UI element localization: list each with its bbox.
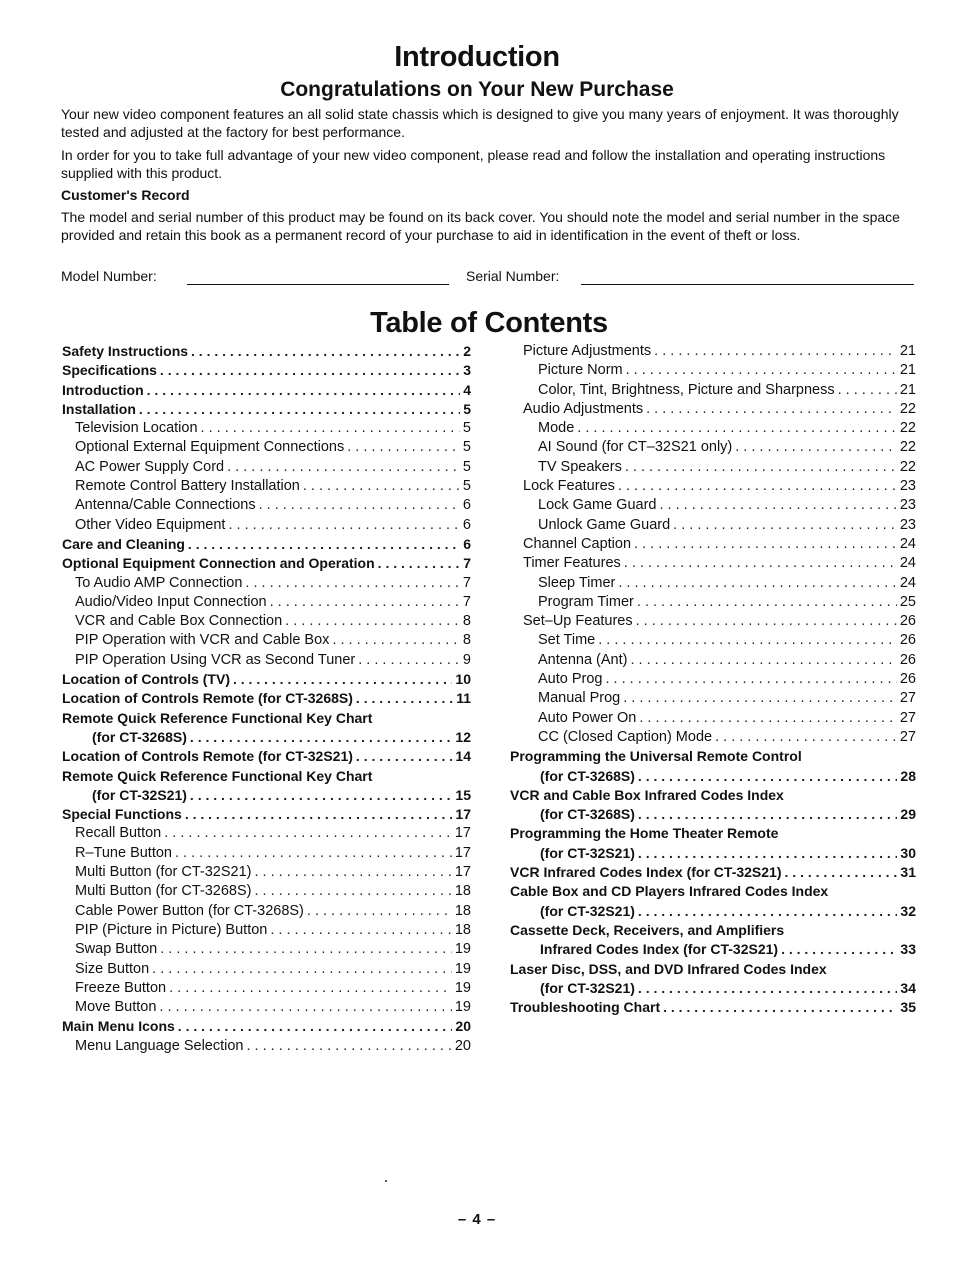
toc-entry <box>62 631 471 650</box>
toc-leader-dots <box>785 863 898 882</box>
toc-entry-page: 7 <box>463 555 471 572</box>
toc-entry <box>62 593 471 612</box>
toc-entry-title: R–Tune Button <box>75 844 172 861</box>
toc-entry-page: 25 <box>899 593 916 610</box>
toc-entry-title: Television Location <box>75 420 198 437</box>
toc-entry-page: 15 <box>455 786 471 803</box>
toc-entry <box>510 496 916 515</box>
toc-entry-title: Location of Controls (TV) <box>62 671 230 688</box>
toc-leader-dots <box>255 882 452 901</box>
toc-entry-title: Multi Button (for CT-32S21) <box>75 864 252 881</box>
toc-entry-title: Installation <box>62 400 136 417</box>
toc-entry <box>510 670 916 689</box>
toc-leader-dots <box>303 477 460 496</box>
toc-entry <box>62 342 471 361</box>
toc-leader-dots <box>654 342 897 361</box>
toc-leader-dots <box>630 651 896 670</box>
toc-entry-page: 21 <box>899 381 916 398</box>
toc-entry-title: PIP (Picture in Picture) Button <box>75 921 268 938</box>
toc-entry <box>510 767 916 786</box>
toc-leader-dots <box>307 902 452 921</box>
toc-entry-title: Unlock Game Guard <box>538 516 671 533</box>
toc-entry-page: 2 <box>463 343 471 359</box>
toc-entry <box>510 438 916 457</box>
toc-entry-page: 3 <box>463 362 471 379</box>
toc-entry-page: 18 <box>454 921 471 938</box>
toc-left-column <box>62 342 471 1056</box>
toc-entry-page: 23 <box>899 497 916 514</box>
toc-entry-page: 7 <box>462 593 471 610</box>
toc-entry <box>510 574 916 593</box>
toc-entry-title: Auto Power On <box>538 709 637 726</box>
toc-entry-title: Recall Button <box>75 825 162 842</box>
toc-entry-title: Audio Adjustments <box>523 400 644 417</box>
toc-leader-dots <box>577 419 897 438</box>
toc-entry-title: (for CT-32S21) <box>92 786 187 803</box>
toc-entry <box>62 709 471 728</box>
toc-entry-title: Size Button <box>75 960 150 977</box>
toc-leader-dots <box>178 1017 453 1036</box>
toc-entry-page: 20 <box>455 1018 471 1035</box>
toc-leader-dots <box>638 979 898 998</box>
toc-entry <box>62 921 471 940</box>
toc-entry-page: 9 <box>462 651 471 668</box>
toc-leader-dots <box>358 651 460 670</box>
page-number: – 4 – <box>457 1211 497 1228</box>
toc-entry <box>510 824 916 843</box>
intro-paragraph-2: In order for you to take full advantage of your new video component, please read and follow the installation and operating instructions supplied with this product. <box>61 147 886 181</box>
toc-entry <box>510 516 916 535</box>
toc-entry-page: 19 <box>454 979 471 996</box>
toc-entry-page: 5 <box>462 458 471 475</box>
toc-title: Table of Contents <box>370 307 608 339</box>
toc-entry <box>62 516 471 535</box>
toc-entry <box>510 458 916 477</box>
toc-leader-dots <box>191 342 460 361</box>
toc-entry <box>62 496 471 515</box>
toc-entry-page: 35 <box>900 999 916 1016</box>
toc-entry <box>510 728 916 747</box>
toc-entry <box>510 805 916 824</box>
toc-entry-title: Freeze Button <box>75 979 167 996</box>
toc-entry-title: Remote Control Battery Installation <box>75 478 300 495</box>
toc-entry-title: Move Button <box>75 999 157 1016</box>
toc-entry-title: Main Menu Icons <box>62 1018 175 1035</box>
toc-entry-page: 6 <box>462 497 471 514</box>
toc-entry-title: CC (Closed Caption) Mode <box>538 728 713 745</box>
toc-leader-dots <box>159 998 451 1017</box>
toc-entry <box>62 824 471 843</box>
toc-entry-title: Optional External Equipment Connections <box>75 439 345 456</box>
toc-entry <box>62 767 471 786</box>
toc-entry <box>510 554 916 573</box>
toc-leader-dots <box>673 516 897 535</box>
toc-entry <box>62 554 471 573</box>
toc-leader-dots <box>618 574 896 593</box>
toc-entry <box>62 535 471 554</box>
toc-entry-title: Specifications <box>62 362 157 379</box>
toc-entry-page: 26 <box>899 632 916 649</box>
toc-entry <box>510 631 916 650</box>
toc-entry <box>510 786 916 805</box>
toc-entry <box>62 979 471 998</box>
toc-leader-dots <box>638 805 898 824</box>
toc-entry-title: Multi Button (for CT-3268S) <box>75 883 252 900</box>
toc-leader-dots <box>625 458 897 477</box>
toc-entry-title: Menu Language Selection <box>75 1037 244 1054</box>
toc-entry-page: 14 <box>455 748 471 765</box>
print-speck <box>385 1180 387 1182</box>
toc-entry <box>510 612 916 631</box>
toc-entry-title: Set–Up Features <box>523 613 633 630</box>
toc-entry-title: TV Speakers <box>538 458 622 475</box>
toc-entry <box>62 361 471 380</box>
toc-entry-page: 32 <box>900 902 916 919</box>
toc-entry-title: Care and Cleaning <box>62 535 185 552</box>
toc-leader-dots <box>356 689 453 708</box>
toc-entry-title: PIP Operation Using VCR as Second Tuner <box>75 651 356 668</box>
toc-leader-dots <box>659 496 896 515</box>
toc-leader-dots <box>152 960 452 979</box>
toc-entry-title: Lock Game Guard <box>538 497 657 514</box>
toc-leader-dots <box>190 786 453 805</box>
toc-leader-dots <box>169 979 452 998</box>
toc-leader-dots <box>227 458 460 477</box>
toc-entry-title: VCR and Cable Box Infrared Codes Index <box>510 786 784 803</box>
toc-entry <box>510 863 916 882</box>
toc-leader-dots <box>233 670 452 689</box>
toc-entry-title: Safety Instructions <box>62 343 189 359</box>
toc-entry <box>62 882 471 901</box>
toc-entry-page: 8 <box>462 632 471 649</box>
toc-entry-page: 27 <box>899 709 916 726</box>
toc-entry-title: Antenna (Ant) <box>538 651 628 668</box>
toc-entry-title: (for CT-32S21) <box>540 844 635 861</box>
toc-leader-dots <box>228 516 459 535</box>
toc-right-column <box>510 342 916 1017</box>
toc-leader-dots <box>255 863 452 882</box>
toc-entry-page: 24 <box>899 535 916 552</box>
toc-entry-title: Cable Power Button (for CT-3268S) <box>75 902 304 919</box>
toc-entry-title: To Audio AMP Connection <box>75 574 243 591</box>
toc-entry-page: 6 <box>463 535 471 552</box>
toc-leader-dots <box>147 381 461 400</box>
toc-entry <box>62 844 471 863</box>
toc-entry-title: Set Time <box>538 632 596 649</box>
toc-entry <box>62 458 471 477</box>
toc-entry-title: Laser Disc, DSS, and DVD Infrared Codes Index <box>510 960 827 977</box>
toc-entry <box>62 998 471 1017</box>
toc-leader-dots <box>175 844 452 863</box>
toc-entry-page: 22 <box>899 420 916 437</box>
toc-leader-dots <box>185 805 453 824</box>
toc-entry-title: Manual Prog <box>538 690 621 707</box>
toc-entry <box>510 882 916 901</box>
toc-leader-dots <box>270 921 452 940</box>
customer-record-paragraph: The model and serial number of this product may be found on its back cover. You should note the model and serial number in the space provided and retain this book as a permanent record of your purchase to aid in identification in the event of theft or loss. <box>61 209 900 243</box>
toc-entry <box>62 574 471 593</box>
toc-leader-dots <box>332 631 459 650</box>
toc-entry-page: 8 <box>462 613 471 630</box>
toc-entry <box>62 805 471 824</box>
toc-entry-title: (for CT-3268S) <box>540 806 635 823</box>
toc-entry-page: 17 <box>454 825 471 842</box>
toc-leader-dots <box>160 361 460 380</box>
toc-entry-title: Program Timer <box>538 593 634 610</box>
toc-entry-page: 5 <box>462 478 471 495</box>
toc-entry-page: 21 <box>899 343 916 359</box>
toc-leader-dots <box>638 767 898 786</box>
toc-entry-title: Mode <box>538 420 575 437</box>
toc-entry-title: Audio/Video Input Connection <box>75 593 267 610</box>
toc-leader-dots <box>638 902 898 921</box>
toc-leader-dots <box>838 381 897 400</box>
toc-entry-page: 33 <box>900 941 916 958</box>
toc-entry <box>510 979 916 998</box>
toc-entry-page: 5 <box>462 420 471 437</box>
model-number-label: Model Number: <box>61 268 157 284</box>
toc-entry-page: 10 <box>455 671 471 688</box>
toc-entry-page: 19 <box>454 960 471 977</box>
toc-entry-title: Timer Features <box>523 555 621 572</box>
toc-leader-dots <box>781 940 897 959</box>
toc-entry-title: Infrared Codes Index (for CT-32S21) <box>540 941 779 958</box>
toc-leader-dots <box>634 535 897 554</box>
toc-entry-title: PIP Operation with VCR and Cable Box <box>75 632 330 649</box>
toc-entry-title: Sleep Timer <box>538 574 616 591</box>
toc-entry-page: 21 <box>899 362 916 379</box>
toc-entry-title: Picture Norm <box>538 362 623 379</box>
toc-entry-title: Lock Features <box>523 478 615 495</box>
toc-entry <box>62 381 471 400</box>
toc-entry <box>510 844 916 863</box>
toc-leader-dots <box>247 1037 452 1056</box>
toc-entry <box>510 747 916 766</box>
toc-leader-dots <box>735 438 897 457</box>
toc-entry-page: 18 <box>454 883 471 900</box>
toc-entry-page: 28 <box>900 767 916 784</box>
toc-entry-page: 19 <box>454 941 471 958</box>
serial-number-label: Serial Number: <box>466 268 560 284</box>
toc-entry-page: 19 <box>454 999 471 1016</box>
toc-entry-page: 5 <box>462 439 471 456</box>
toc-entry-title: Remote Quick Reference Functional Key Chart <box>62 767 373 784</box>
toc-entry <box>510 921 916 940</box>
toc-entry-title: Programming the Home Theater Remote <box>510 825 779 842</box>
toc-leader-dots <box>646 400 897 419</box>
toc-entry <box>510 419 916 438</box>
toc-leader-dots <box>347 438 460 457</box>
toc-leader-dots <box>624 554 897 573</box>
toc-entry-title: Cassette Deck, Receivers, and Amplifiers <box>510 921 785 938</box>
toc-entry-page: 12 <box>455 728 471 745</box>
toc-entry-title: Auto Prog <box>538 671 603 688</box>
toc-entry-title: (for CT-32S21) <box>540 979 635 996</box>
toc-entry-title: Cable Box and CD Players Infrared Codes Index <box>510 883 829 900</box>
toc-entry-title: VCR and Cable Box Connection <box>75 613 283 630</box>
toc-entry-page: 22 <box>899 400 916 417</box>
toc-entry <box>62 1037 471 1056</box>
record-fields <box>61 267 917 289</box>
toc-entry <box>62 400 471 419</box>
toc-entry-title: Channel Caption <box>523 535 632 552</box>
toc-leader-dots <box>606 670 897 689</box>
toc-entry-title: Location of Controls Remote (for CT-3268S) <box>62 690 353 707</box>
toc-entry-page: 4 <box>463 381 471 398</box>
toc-entry-page: 23 <box>899 478 916 495</box>
toc-leader-dots <box>623 689 897 708</box>
toc-leader-dots <box>626 361 897 380</box>
toc-entry <box>510 593 916 612</box>
toc-entry-page: 18 <box>454 902 471 919</box>
toc-entry <box>510 902 916 921</box>
toc-entry-title: (for CT-3268S) <box>540 767 635 784</box>
toc-entry-title: Special Functions <box>62 806 182 823</box>
toc-entry-title: Location of Controls Remote (for CT-32S21) <box>62 748 353 765</box>
toc-entry-title: Programming the Universal Remote Control <box>510 748 802 765</box>
toc-leader-dots <box>188 535 460 554</box>
toc-entry-page: 17 <box>454 864 471 881</box>
toc-leader-dots <box>139 400 460 419</box>
toc-leader-dots <box>663 998 897 1017</box>
serial-number-line[interactable] <box>581 284 914 285</box>
toc-leader-dots <box>639 709 897 728</box>
toc-entry-title: AI Sound (for CT–32S21 only) <box>538 439 733 456</box>
toc-entry <box>62 1017 471 1036</box>
toc-entry-page: 22 <box>899 439 916 456</box>
toc-entry <box>510 361 916 380</box>
toc-entry <box>62 940 471 959</box>
toc-entry-page: 5 <box>463 400 471 417</box>
toc-entry-title: Antenna/Cable Connections <box>75 497 256 514</box>
toc-leader-dots <box>356 747 453 766</box>
toc-entry-page: 26 <box>899 613 916 630</box>
toc-entry <box>62 728 471 747</box>
toc-entry <box>510 689 916 708</box>
toc-leader-dots <box>637 593 897 612</box>
toc-entry-page: 23 <box>899 516 916 533</box>
toc-entry <box>510 477 916 496</box>
toc-entry-page: 26 <box>899 651 916 668</box>
toc-entry-page: 31 <box>900 864 916 881</box>
toc-entry <box>510 400 916 419</box>
toc-entry <box>62 747 471 766</box>
toc-entry <box>62 786 471 805</box>
toc-entry-page: 6 <box>462 516 471 533</box>
intro-title: Introduction <box>394 41 560 73</box>
toc-entry-page: 34 <box>900 979 916 996</box>
toc-entry <box>510 960 916 979</box>
toc-entry <box>510 940 916 959</box>
toc-entry-page: 29 <box>900 806 916 823</box>
toc-entry-page: 20 <box>454 1037 471 1054</box>
toc-entry <box>510 535 916 554</box>
toc-entry-title: VCR Infrared Codes Index (for CT-32S21) <box>510 864 782 881</box>
toc-leader-dots <box>245 574 460 593</box>
toc-leader-dots <box>259 496 460 515</box>
toc-leader-dots <box>164 824 452 843</box>
toc-entry-page: 11 <box>456 690 471 707</box>
intro-subtitle: Congratulations on Your New Purchase <box>280 78 674 101</box>
toc-leader-dots <box>285 612 460 631</box>
toc-entry-title: Troubleshooting Chart <box>510 999 661 1016</box>
toc-leader-dots <box>638 844 898 863</box>
toc-leader-dots <box>618 477 897 496</box>
toc-leader-dots <box>378 554 461 573</box>
toc-leader-dots <box>715 728 897 747</box>
toc-entry <box>510 998 916 1017</box>
toc-entry-page: 17 <box>454 844 471 861</box>
toc-entry <box>62 612 471 631</box>
toc-entry-page: 7 <box>462 574 471 591</box>
toc-entry-page: 30 <box>900 844 916 861</box>
toc-entry-page: 26 <box>899 671 916 688</box>
toc-entry <box>62 689 471 708</box>
toc-entry-title: Color, Tint, Brightness, Picture and Sharpness <box>538 381 835 398</box>
toc-entry <box>510 342 916 361</box>
toc-entry-title: (for CT-32S21) <box>540 902 635 919</box>
toc-entry-title: Remote Quick Reference Functional Key Chart <box>62 709 373 726</box>
toc-entry <box>62 651 471 670</box>
toc-entry <box>62 419 471 438</box>
toc-entry-page: 17 <box>455 806 471 823</box>
toc-entry <box>62 863 471 882</box>
toc-entry <box>62 960 471 979</box>
toc-entry <box>62 902 471 921</box>
toc-leader-dots <box>201 419 460 438</box>
model-number-line[interactable] <box>187 284 449 285</box>
toc-entry <box>62 670 471 689</box>
toc-entry-page: 24 <box>899 555 916 572</box>
toc-entry-page: 27 <box>899 690 916 707</box>
customer-record-heading: Customer's Record <box>61 187 190 203</box>
toc-entry-title: Swap Button <box>75 941 158 958</box>
toc-entry-page: 27 <box>899 728 916 745</box>
toc-leader-dots <box>190 728 453 747</box>
toc-entry-title: Picture Adjustments <box>523 343 652 359</box>
toc-entry <box>62 438 471 457</box>
toc-entry <box>510 709 916 728</box>
toc-entry-title: Other Video Equipment <box>75 516 226 533</box>
toc-leader-dots <box>160 940 452 959</box>
toc-entry-title: Optional Equipment Connection and Operation <box>62 555 375 572</box>
toc-entry-page: 22 <box>899 458 916 475</box>
toc-leader-dots <box>598 631 897 650</box>
toc-entry <box>510 381 916 400</box>
toc-entry <box>510 651 916 670</box>
intro-paragraph-1: Your new video component features an all solid state chassis which is designed to give you many years of enjoyment. It was thoroughly tested and adjusted at the factory for best performance. <box>61 106 899 140</box>
toc-leader-dots <box>636 612 897 631</box>
toc-entry-page: 24 <box>899 574 916 591</box>
toc-entry-title: (for CT-3268S) <box>92 728 187 745</box>
toc-leader-dots <box>270 593 460 612</box>
toc-entry <box>62 477 471 496</box>
toc-entry-title: Introduction <box>62 381 144 398</box>
toc-entry-title: AC Power Supply Cord <box>75 458 225 475</box>
